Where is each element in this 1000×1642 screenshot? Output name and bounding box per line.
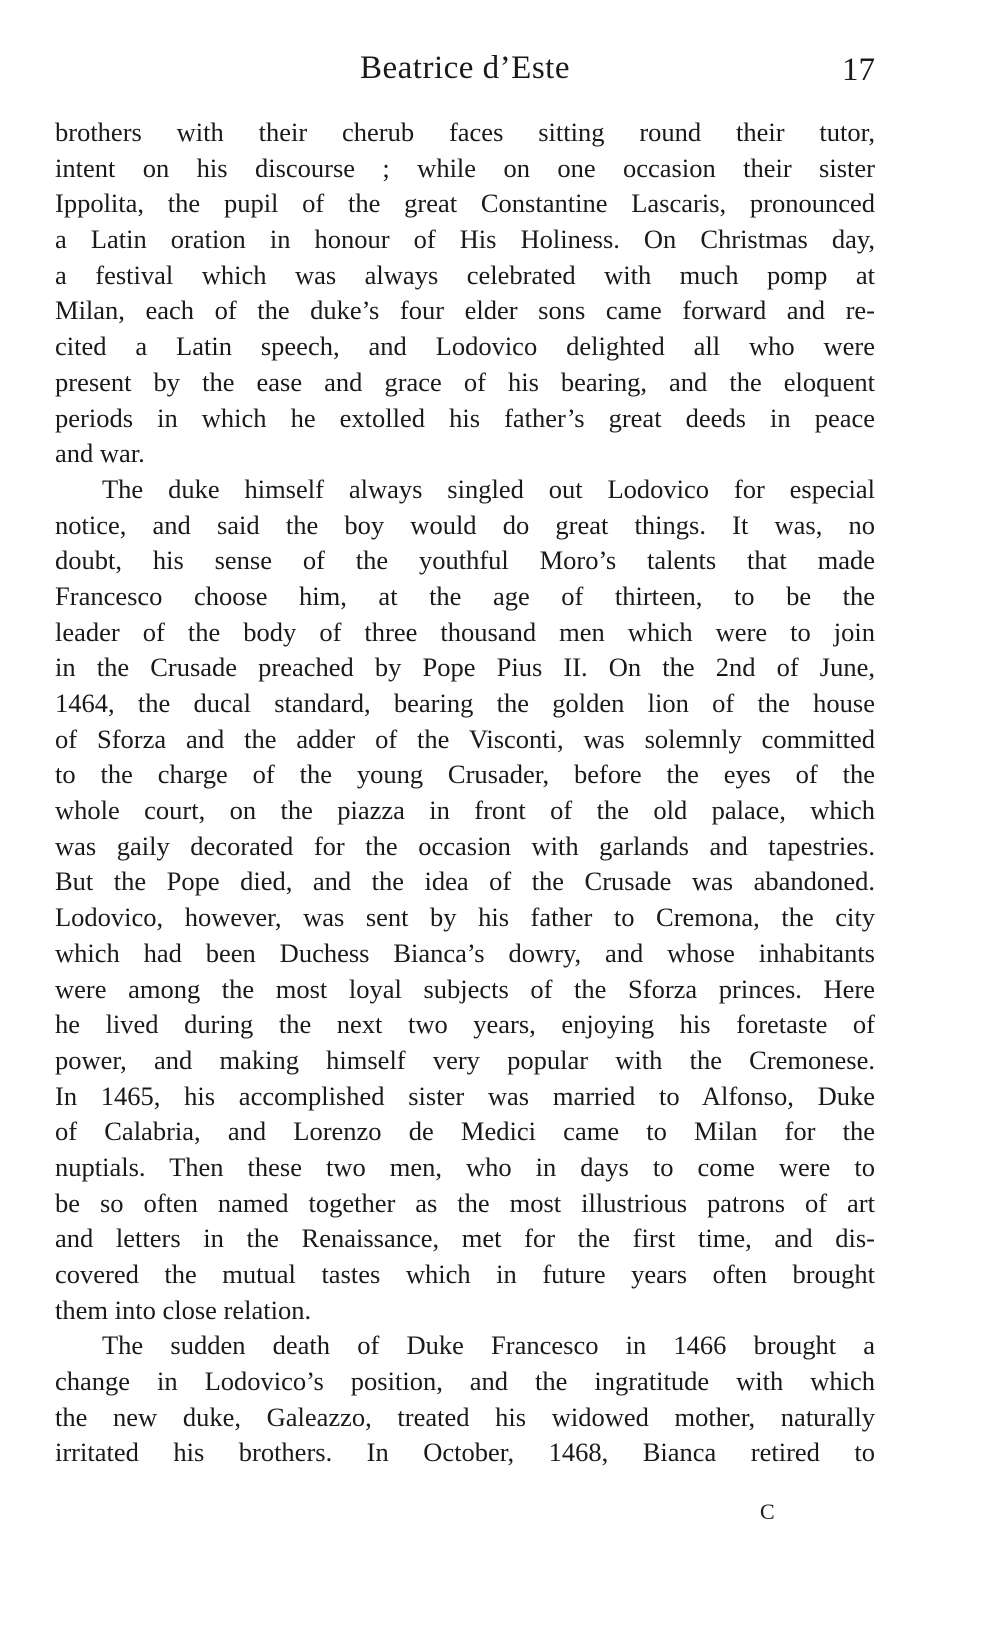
text-line: be so often named together as the most illustrious patrons of art bbox=[55, 1187, 875, 1218]
text-line: intent on his discourse ; while on one occasion their sister bbox=[55, 152, 875, 183]
text-line: was gaily decorated for the occasion with garlands and tapestries. bbox=[55, 830, 875, 861]
paragraph-end-line: and war. bbox=[55, 438, 145, 469]
running-title: Beatrice d’Este bbox=[360, 50, 570, 86]
text-line: Francesco choose him, at the age of thirteen, to be the bbox=[55, 580, 875, 611]
paragraph-start-line: The sudden death of Duke Francesco in 1466 brought a bbox=[102, 1330, 875, 1361]
running-head bbox=[55, 46, 875, 96]
text-line: a Latin oration in honour of His Holiness. On Christmas day, bbox=[55, 224, 875, 255]
text-line: and letters in the Renaissance, met for the first time, and dis- bbox=[55, 1223, 875, 1254]
text-line: Milan, each of the duke’s four elder sons came forward and re- bbox=[55, 295, 875, 326]
text-line: irritated his brothers. In October, 1468, Bianca retired to bbox=[55, 1437, 875, 1468]
text-line: whole court, on the piazza in front of the old palace, which bbox=[55, 795, 875, 826]
text-line: covered the mutual tastes which in future years often brought bbox=[55, 1259, 875, 1289]
text-line: cited a Latin speech, and Lodovico delighted all who were bbox=[55, 331, 875, 362]
text-line: Lodovico, however, was sent by his father to Cremona, the city bbox=[55, 902, 875, 933]
text-line: 1464, the ducal standard, bearing the golden lion of the house bbox=[55, 688, 875, 718]
text-line: brothers with their cherub faces sitting round their tutor, bbox=[55, 117, 875, 147]
text-line: the new duke, Galeazzo, treated his widowed mother, naturally bbox=[55, 1401, 875, 1432]
text-line: of Calabria, and Lorenzo de Medici came to Milan for the bbox=[55, 1116, 875, 1147]
text-line: doubt, his sense of the youthful Moro’s talents that made bbox=[55, 545, 875, 576]
text-line: to the charge of the young Crusader, before the eyes of the bbox=[55, 759, 875, 790]
page-number: 17 bbox=[842, 52, 875, 88]
text-line: change in Lodovico’s position, and the ingratitude with which bbox=[55, 1366, 875, 1397]
text-line: notice, and said the boy would do great things. It was, no bbox=[55, 509, 875, 540]
text-line: power, and making himself very popular with the Cremonese. bbox=[55, 1044, 875, 1075]
text-line: were among the most loyal subjects of the Sforza princes. Here bbox=[55, 973, 875, 1004]
text-line: Ippolita, the pupil of the great Constantine Lascaris, pronounced bbox=[55, 188, 875, 219]
text-line: he lived during the next two years, enjoying his foretaste of bbox=[55, 1009, 875, 1040]
text-line: leader of the body of three thousand men which were to join bbox=[55, 616, 875, 647]
text-line: in the Crusade preached by Pope Pius II. On the 2nd of June, bbox=[55, 652, 875, 683]
text-line: periods in which he extolled his father’s great deeds in peace bbox=[55, 402, 875, 433]
text-line: nuptials. Then these two men, who in days to come were to bbox=[55, 1151, 875, 1182]
signature-mark: C bbox=[760, 1499, 775, 1524]
paragraph-end-line: them into close relation. bbox=[55, 1294, 312, 1325]
text-line: of Sforza and the adder of the Visconti, was solemnly committed bbox=[55, 723, 875, 754]
text-line: In 1465, his accomplished sister was married to Alfonso, Duke bbox=[55, 1080, 875, 1111]
text-line: present by the ease and grace of his bearing, and the eloquent bbox=[55, 366, 875, 397]
text-line: a festival which was always celebrated with much pomp at bbox=[55, 259, 875, 290]
text-line: But the Pope died, and the idea of the Crusade was abandoned. bbox=[55, 866, 875, 897]
text-line: which had been Duchess Bianca’s dowry, and whose inhabitants bbox=[55, 937, 875, 968]
paragraph-start-line: The duke himself always singled out Lodovico for especial bbox=[102, 473, 875, 504]
body-text bbox=[55, 115, 875, 1471]
